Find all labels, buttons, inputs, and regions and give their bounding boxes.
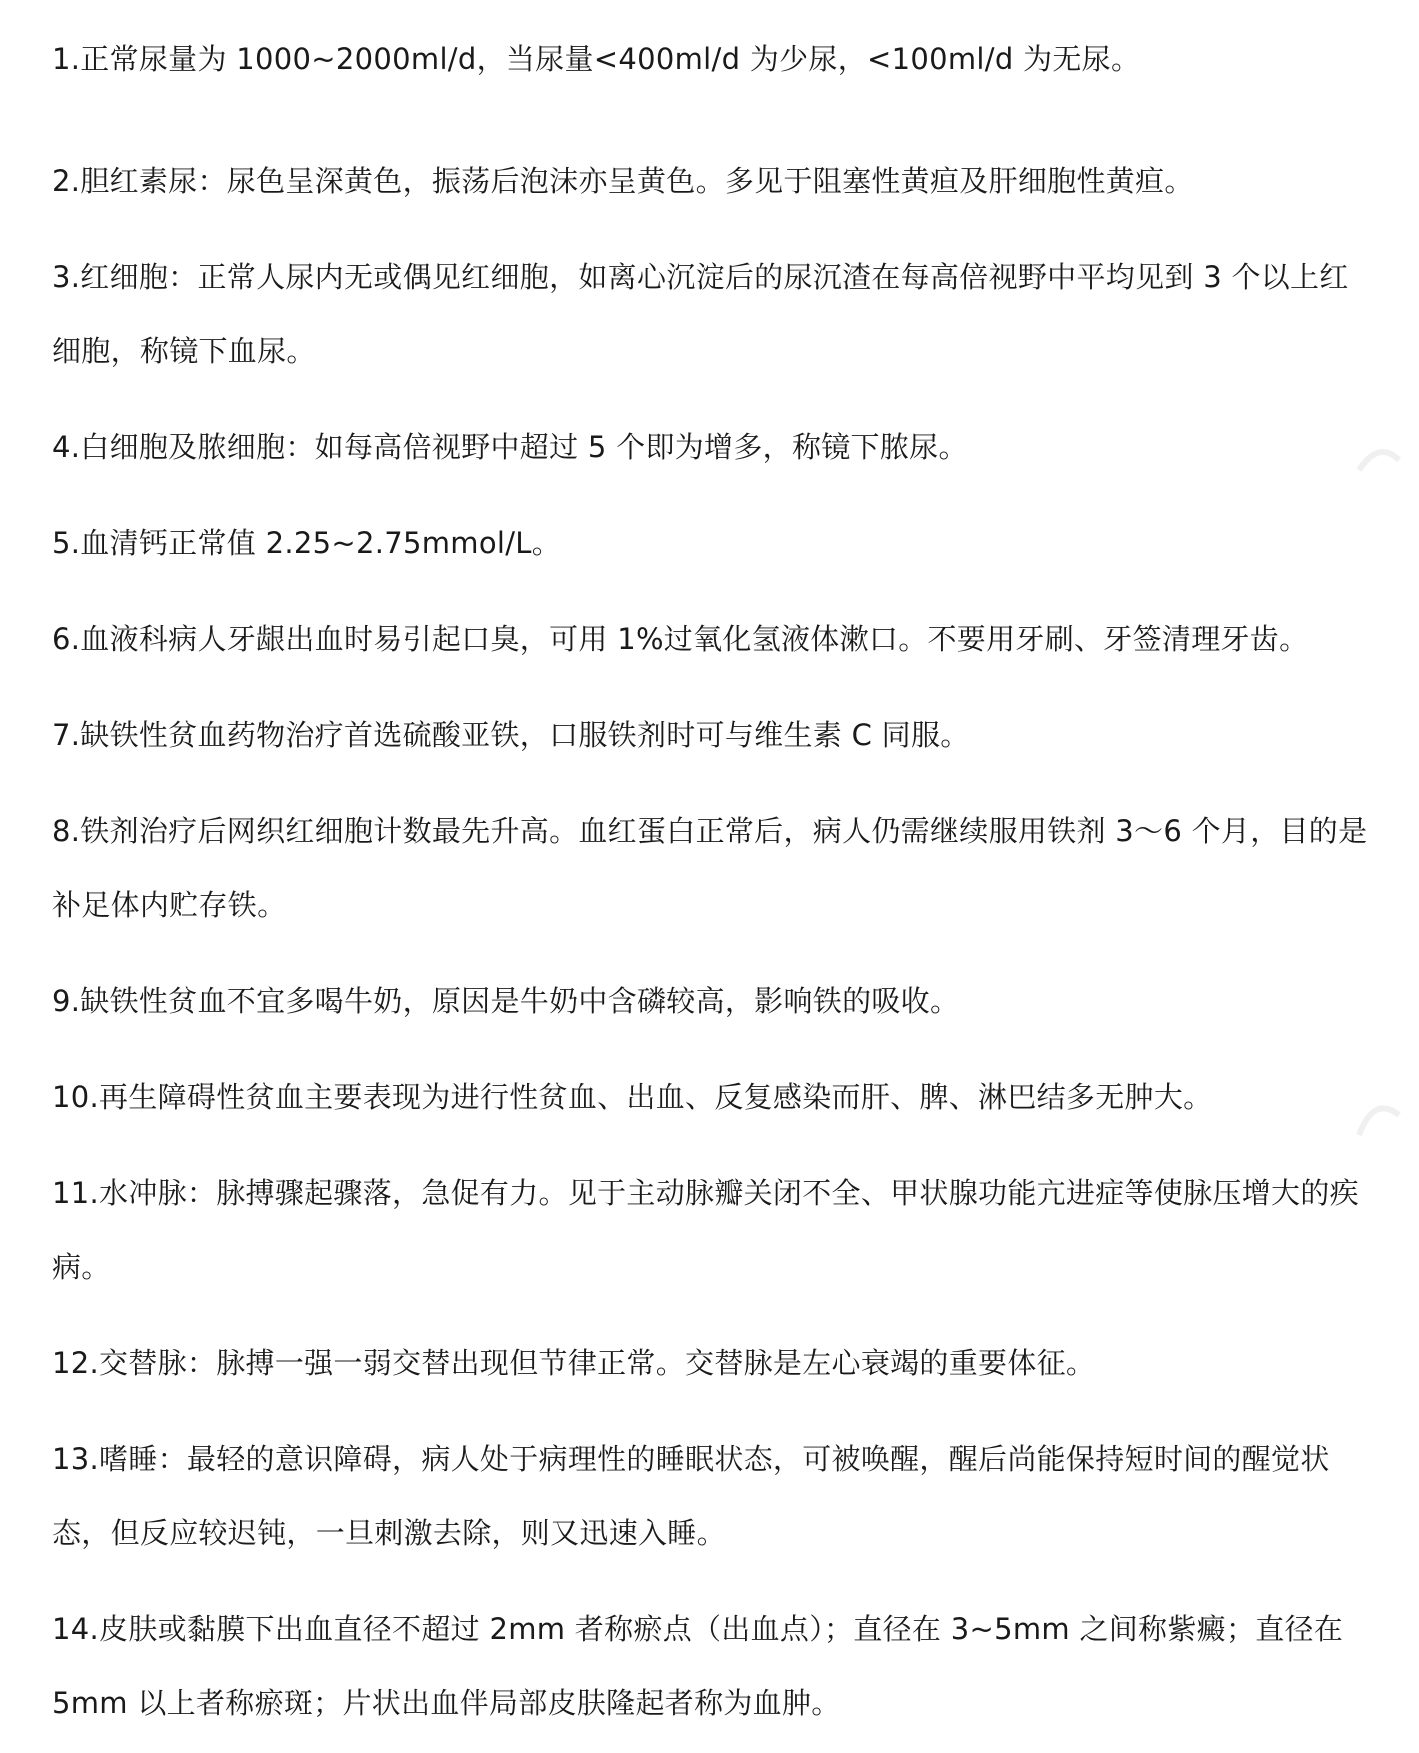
- note-item-3: 3.红细胞：正常人尿内无或偶见红细胞，如离心沉淀后的尿沉渣在每高倍视野中平均见到 3 个以上红细胞，称镜下血尿。: [52, 260, 1349, 368]
- note-item-12: 12.交替脉：脉搏一强一弱交替出现但节律正常。交替脉是左心衰竭的重要体征。: [52, 1346, 1096, 1380]
- note-item-9: 9.缺铁性贫血不宜多喝牛奶，原因是牛奶中含磷较高，影响铁的吸收。: [52, 984, 960, 1018]
- note-item-7: 7.缺铁性贫血药物治疗首选硫酸亚铁，口服铁剂时可与维生素 C 同服。: [52, 718, 970, 752]
- note-item-2: 2.胆红素尿：尿色呈深黄色，振荡后泡沫亦呈黄色。多见于阻塞性黄疸及肝细胞性黄疸。: [52, 164, 1194, 198]
- note-item-5: 5.血清钙正常值 2.25~2.75mmol/L。: [52, 526, 562, 560]
- note-item-4: 4.白细胞及脓细胞：如每高倍视野中超过 5 个即为增多，称镜下脓尿。: [52, 430, 968, 464]
- watermark-icon: [1349, 430, 1409, 490]
- note-item-14: 14.皮肤或黏膜下出血直径不超过 2mm 者称瘀点（出血点）；直径在 3~5mm 之间称紫癜；直径在 5mm 以上者称瘀斑；片状出血伴局部皮肤隆起者称为血肿。: [52, 1612, 1344, 1720]
- note-item-13: 13.嗜睡：最轻的意识障碍，病人处于病理性的睡眠状态，可被唤醒，醒后尚能保持短时间的醒觉状态，但反应较迟钝，一旦刺激去除，则又迅速入睡。: [52, 1442, 1330, 1550]
- note-item-8: 8.铁剂治疗后网织红细胞计数最先升高。血红蛋白正常后，病人仍需继续服用铁剂 3～6 个月，目的是补足体内贮存铁。: [52, 814, 1368, 922]
- note-item-6: 6.血液科病人牙龈出血时易引起口臭，可用 1%过氧化氢液体漱口。不要用牙刷、牙签清理牙齿。: [52, 622, 1309, 656]
- note-item-1: 1.正常尿量为 1000~2000ml/d，当尿量<400ml/d 为少尿，<100ml/d 为无尿。: [52, 42, 1141, 76]
- document-body: [52, 22, 1372, 1740]
- watermark-icon: [1349, 1090, 1409, 1150]
- note-item-10: 10.再生障碍性贫血主要表现为进行性贫血、出血、反复感染而肝、脾、淋巴结多无肿大。: [52, 1080, 1213, 1114]
- note-item-11: 11.水冲脉：脉搏骤起骤落，急促有力。见于主动脉瓣关闭不全、甲状腺功能亢进症等使脉压增大的疾病。: [52, 1176, 1359, 1284]
